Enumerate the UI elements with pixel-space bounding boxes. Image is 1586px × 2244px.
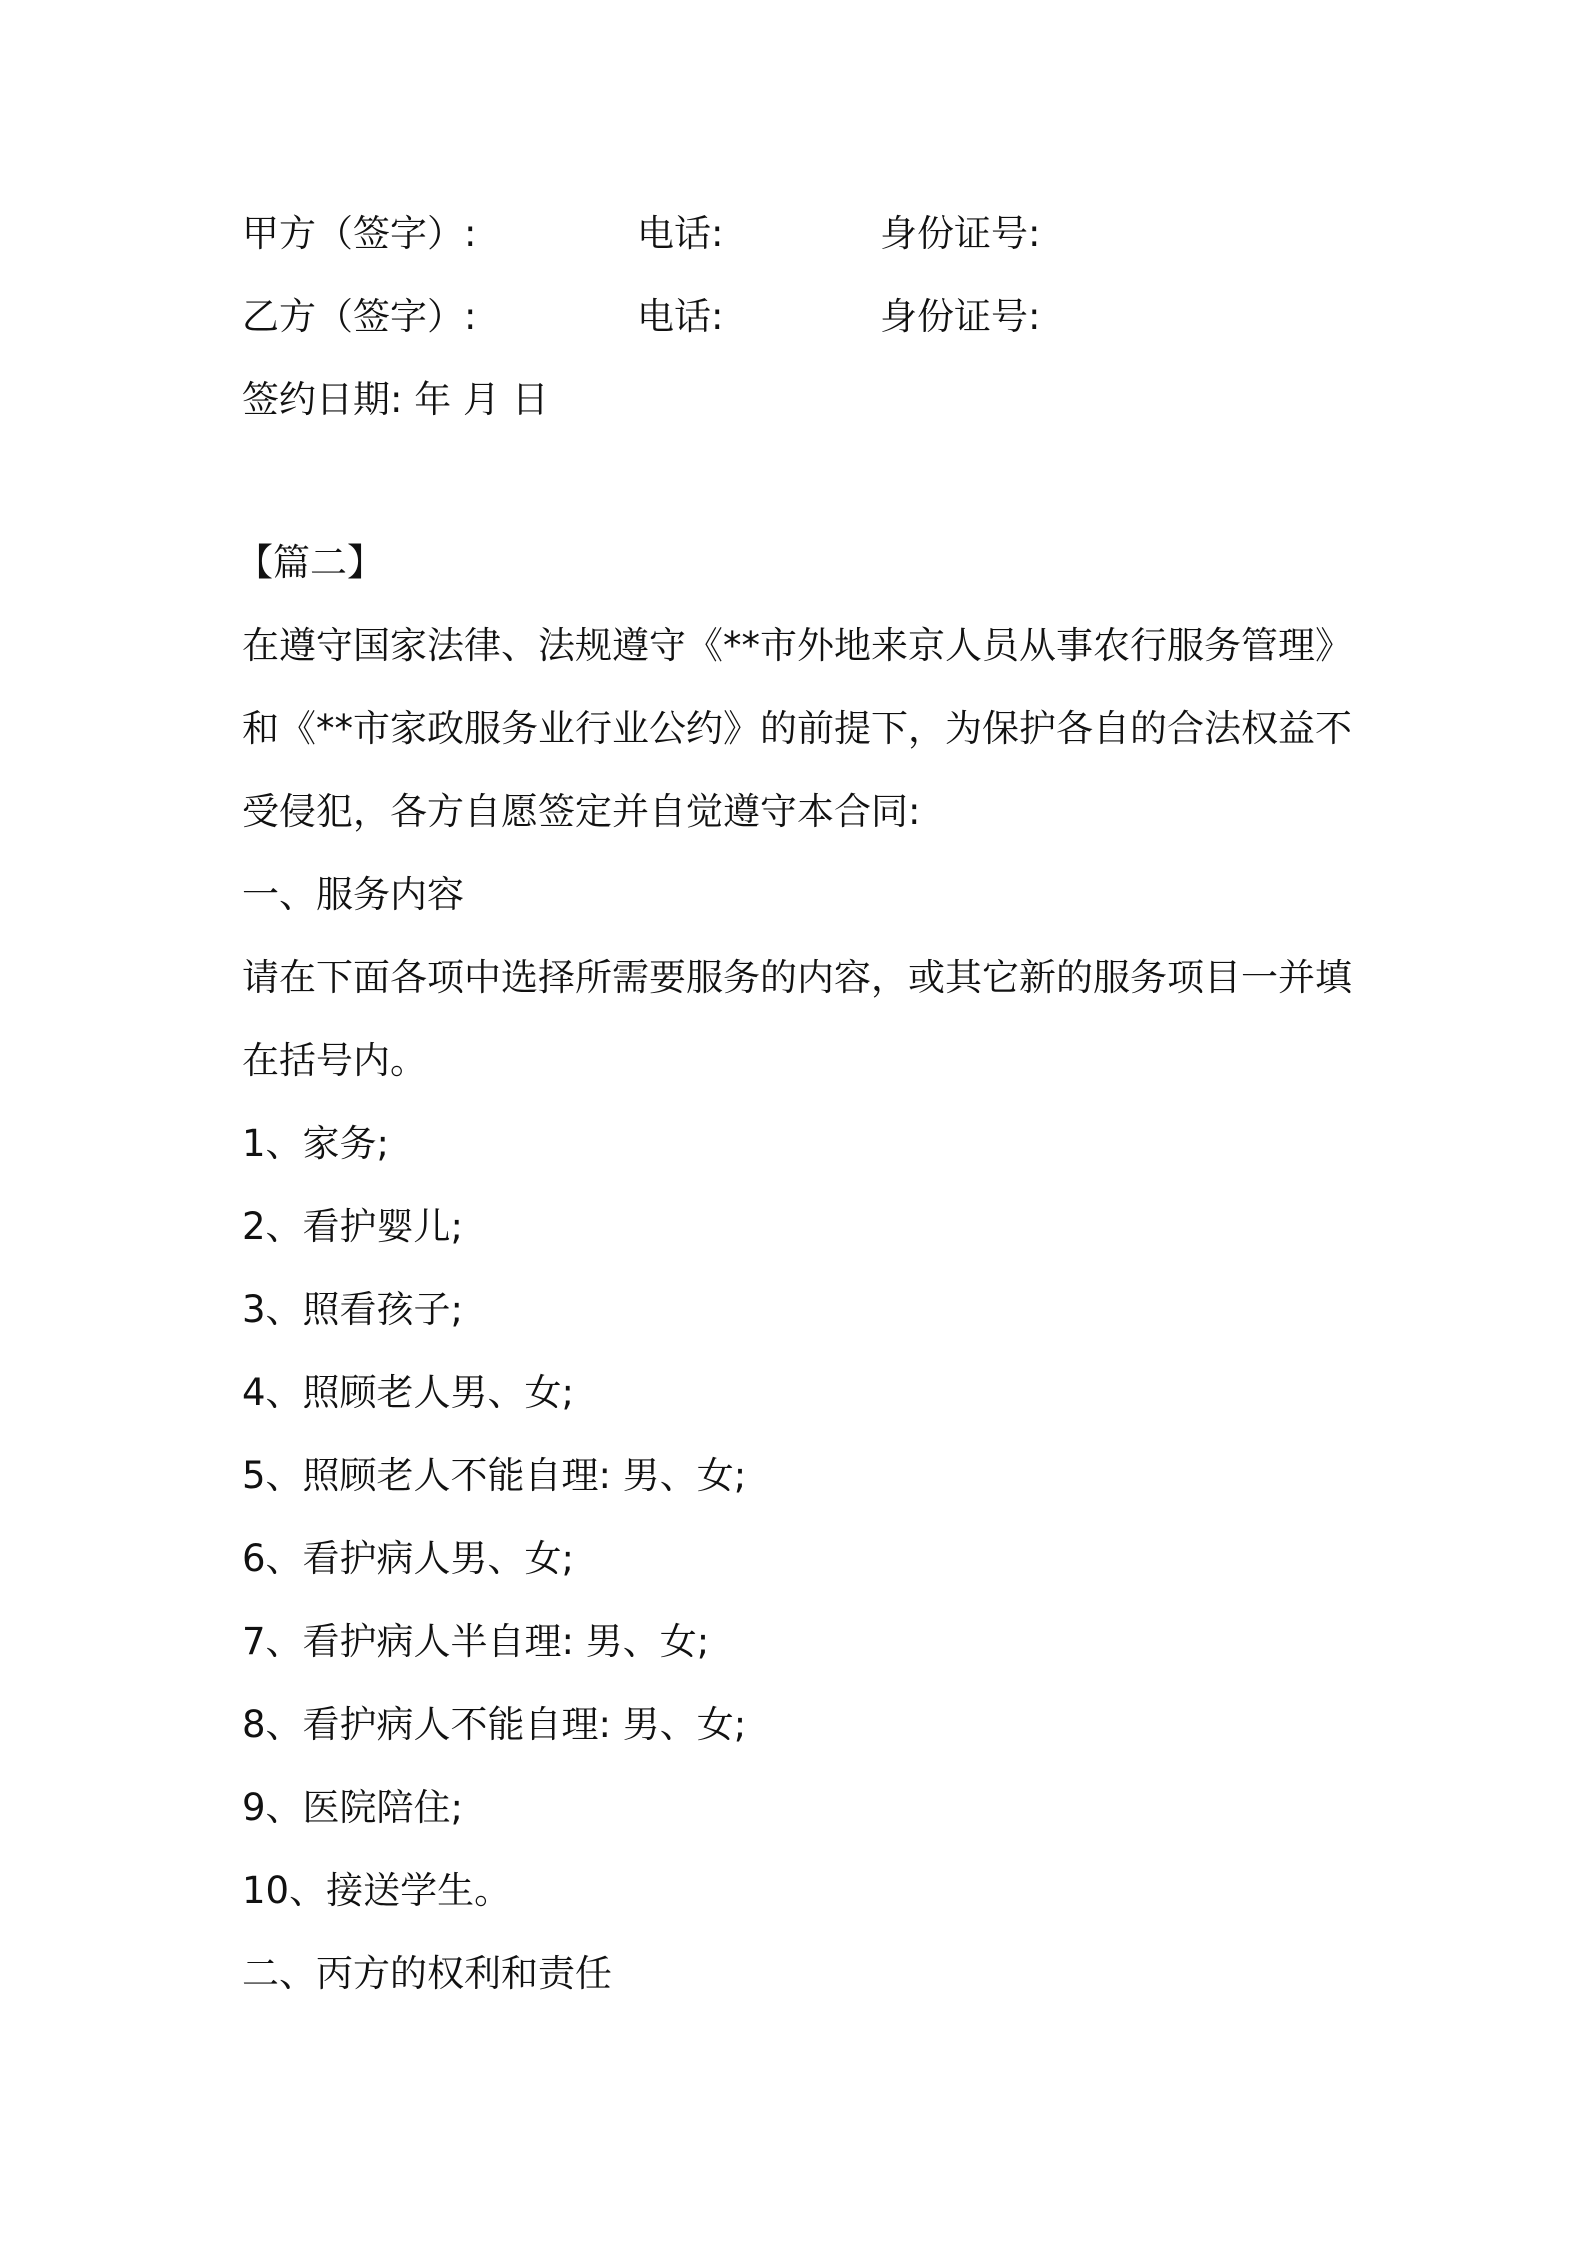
service-item: 9、医院陪住; [242, 1786, 464, 1829]
service-item: 7、看护病人半自理: 男、女; [242, 1620, 710, 1663]
service-instruction: 请在下面各项中选择所需要服务的内容，或其它新的服务项目一并填在括号内。 [242, 956, 1352, 1082]
section-title: 【篇二】 [236, 541, 384, 584]
sign-date-line: 签约日期: 年 月 日 [242, 378, 549, 421]
party-b-id-label: 身份证号: [880, 295, 1041, 338]
service-heading: 一、服务内容 [242, 873, 464, 916]
service-item: 10、接送学生。 [242, 1869, 512, 1912]
party-a-id-label: 身份证号: [880, 212, 1041, 255]
party-a-signature-label: 甲方（签字）: [242, 212, 477, 255]
section-spacer [242, 441, 1362, 521]
signature-row-party-a [242, 192, 1362, 275]
service-item: 3、照看孩子; [242, 1288, 464, 1331]
service-item: 1、家务; [242, 1122, 390, 1165]
signature-row-party-b [242, 275, 1362, 358]
service-item: 5、照顾老人不能自理: 男、女; [242, 1454, 747, 1497]
party-b-signature-label: 乙方（签字）: [242, 295, 477, 338]
service-item: 4、照顾老人男、女; [242, 1371, 575, 1414]
service-item: 6、看护病人男、女; [242, 1537, 575, 1580]
intro-paragraph: 在遵守国家法律、法规遵守《**市外地来京人员从事农行服务管理》和《**市家政服务业行业公约》的前提下，为保护各自的合法权益不受侵犯，各方自愿签定并自觉遵守本合同: [242, 624, 1352, 833]
service-list [242, 1102, 1362, 1932]
rights-heading: 二、丙方的权利和责任 [242, 1952, 612, 1995]
document-content [236, 192, 1362, 2015]
service-item: 2、看护婴儿; [242, 1205, 464, 1248]
party-a-phone-label: 电话: [637, 212, 724, 255]
party-b-phone-label: 电话: [637, 295, 724, 338]
service-item: 8、看护病人不能自理: 男、女; [242, 1703, 747, 1746]
